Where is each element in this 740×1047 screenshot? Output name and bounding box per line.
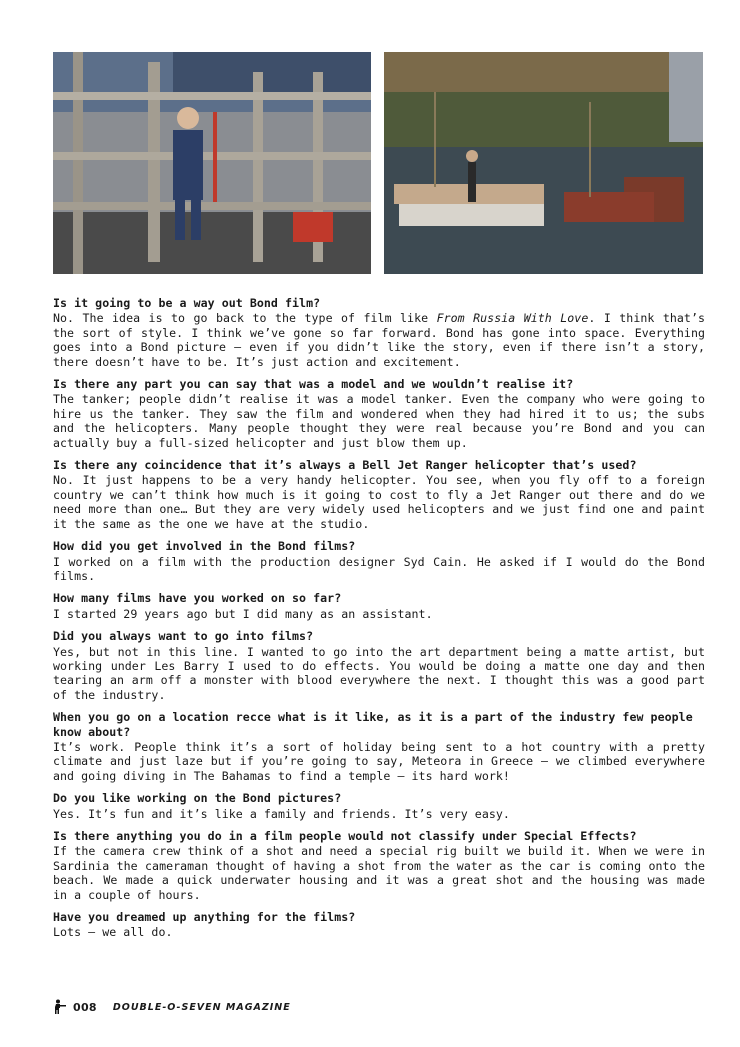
answer-text: . I think that’s the sort of style. I think we’ve gone so far forward. Bond has gone into space. Everything goes into a Bond picture – even if you didn’t like the story, even if there isn’t a story, there doesn’t have to be. It’s just action and excitement. — [53, 311, 706, 369]
question: How many films have you worked on so far? — [53, 591, 342, 606]
question: Do you like working on the Bond pictures? — [53, 791, 342, 806]
qa-item — [53, 829, 705, 902]
answer: It’s work. People think it’s a sort of holiday being sent to a hot country with a pretty climate and just laze but if you’re going to say, Meteora in Greece – we climbed everywhere and going diving in The Bahamas to find a temple – its hard work! — [53, 739, 705, 783]
answer: If the camera crew think of a shot and need a special rig built we build it. When we were in Sardinia the cameraman thought of having a shot from the water as the car is coming onto the beach. We made a quick underwater housing and it was a great shot and the housing was made in a couple of hours. — [53, 844, 705, 902]
answer: I started 29 years ago but I did many as an assistant. — [53, 606, 433, 621]
qa-item — [53, 458, 705, 531]
answer: I worked on a film with the production designer Syd Cain. He asked if I would do the Bond films. — [53, 554, 705, 583]
answer: The tanker; people didn’t realise it was a model tanker. Even the company who were going to hire us the tanker. They saw the film and wondered when they had hired it to us; the subs and the helicopters. Many people thought they were real because you’re Bond and you can actually buy a full-sized helicopter and just blow them up. — [53, 392, 705, 450]
photo-row — [53, 52, 703, 274]
answer-text: No. The idea is to go back to the type of film like — [53, 311, 437, 326]
question: Is there any coincidence that it’s always a Bell Jet Ranger helicopter that’s used? — [53, 458, 637, 473]
magazine-name: DOUBLE-O-SEVEN MAGAZINE — [112, 1001, 291, 1013]
question: When you go on a location recce what is it like, as it is a part of the industry few people know about? — [53, 710, 693, 739]
photo-workshop — [53, 52, 371, 274]
answer: Lots – we all do. — [53, 925, 173, 940]
qa-item — [53, 591, 705, 621]
photo-boats — [384, 52, 703, 274]
question: Is there anything you do in a film people would not classify under Special Effects? — [53, 829, 637, 843]
question: How did you get involved in the Bond films? — [53, 539, 356, 554]
page-footer — [53, 997, 291, 1017]
answer: No. It just happens to be a very handy helicopter. You see, when you fly off to a foreign country we can’t think how much is it going to cost to fly a Jet Ranger out there and do we need more than one… But they are very widely used helicopters and we just find one and paint it the same as the one we have at the studio. — [53, 473, 705, 531]
qa-item — [53, 377, 705, 450]
boats-scene-image — [384, 52, 703, 274]
qa-item — [53, 791, 705, 821]
qa-item — [53, 910, 705, 940]
page-number: 008 — [73, 1000, 97, 1014]
gun-figure-icon — [53, 999, 67, 1015]
question: Is it going to be a way out Bond film? — [53, 296, 321, 310]
interview-content — [53, 296, 705, 948]
answer: Yes, but not in this line. I wanted to go into the art department being a matte artist, but working under Les Barry I used to do effects. You would be doing a matte one day and then tearing an arm off a monster with blood everywhere the next. I thought this was a good part of the industry. — [53, 644, 705, 702]
qa-item — [53, 296, 705, 369]
qa-item — [53, 539, 705, 583]
workshop-scene-image — [53, 52, 371, 274]
film-title: From Russia With Love — [436, 311, 589, 326]
question: Is there any part you can say that was a model and we wouldn’t realise it? — [53, 377, 574, 392]
qa-item — [53, 710, 705, 783]
question: Have you dreamed up anything for the films? — [53, 910, 356, 925]
qa-item — [53, 629, 705, 702]
answer: Yes. It’s fun and it’s like a family and friends. It’s very easy. — [53, 806, 510, 821]
question: Did you always want to go into films? — [53, 629, 314, 644]
answer — [53, 311, 705, 369]
